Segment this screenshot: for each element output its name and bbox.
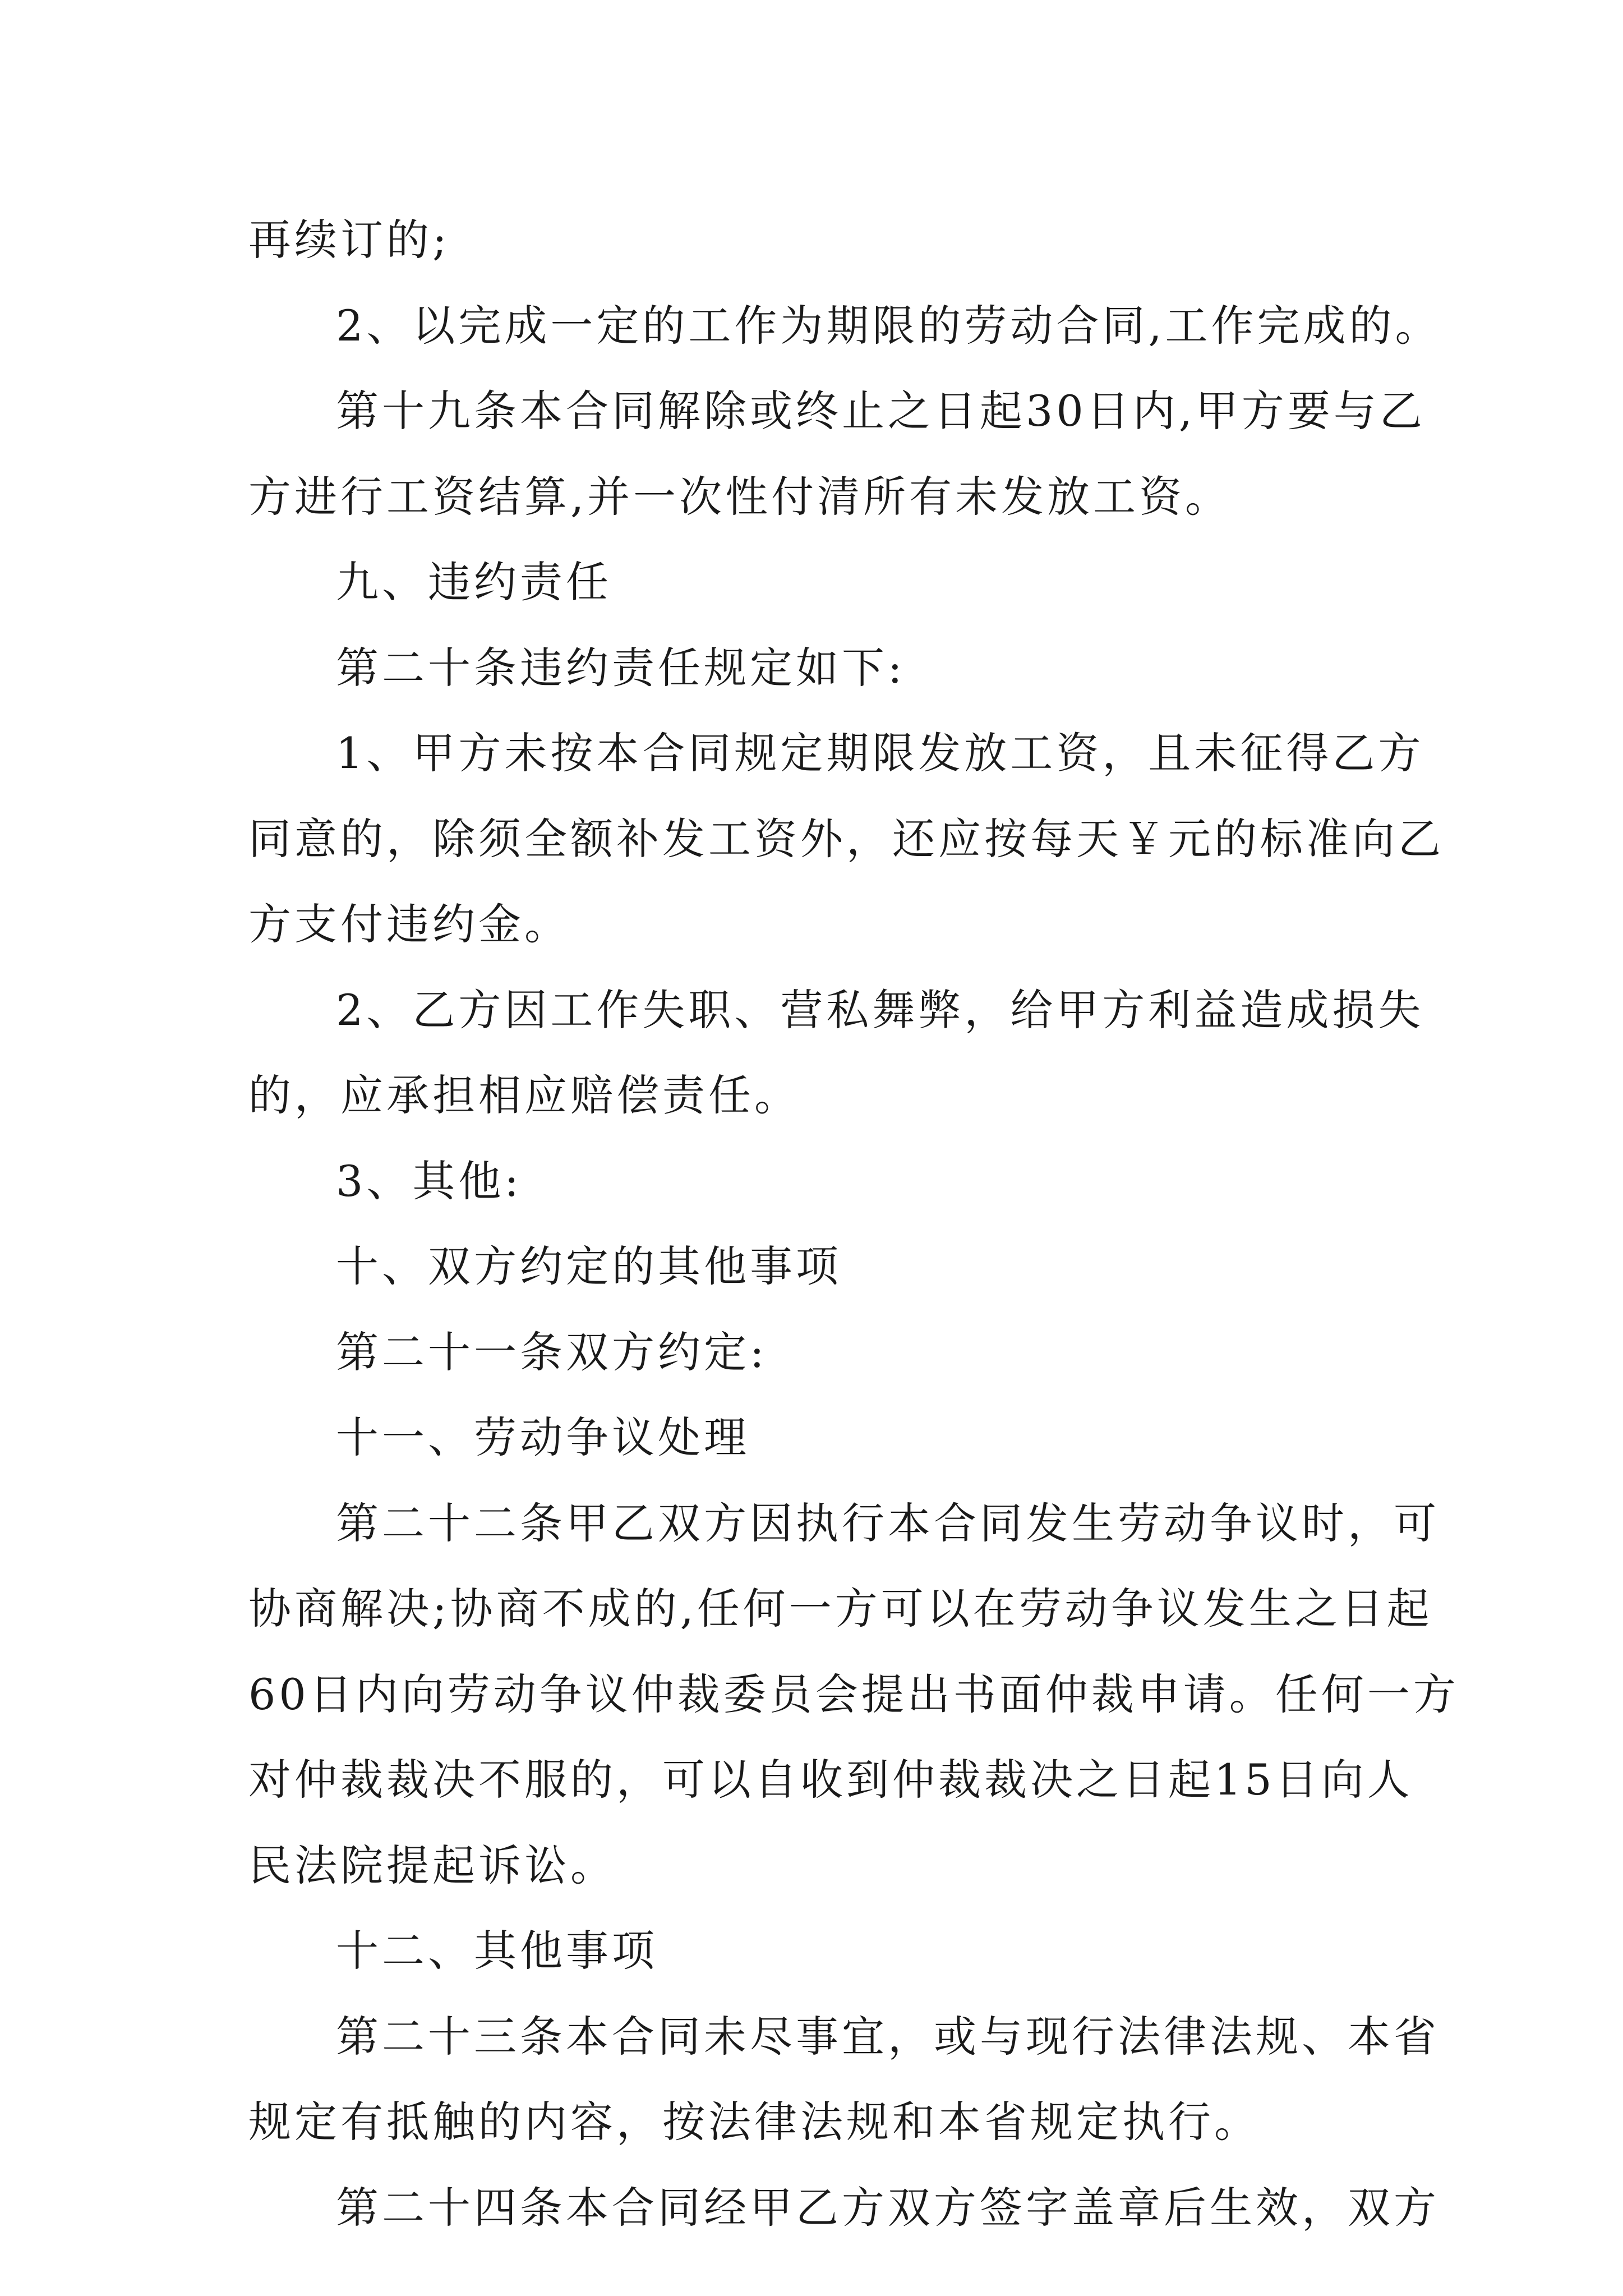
text-line: 协商解决;协商不成的,任何一方可以在劳动争议发生之日起 [248, 1584, 1433, 1634]
text-line: 第二十四条本合同经甲乙方双方签字盖章后生效，双方 [336, 2182, 1440, 2233]
text-line: 第二十一条双方约定: [336, 1327, 768, 1377]
text-line: 规定有抵触的内容，按法律法规和本省规定执行。 [248, 2097, 1260, 2147]
text-line: 1、甲方未按本合同规定期限发放工资，且未征得乙方 [336, 728, 1424, 778]
section-heading: 九、违约责任 [336, 557, 612, 607]
text-line: 第二十二条甲乙双方因执行本合同发生劳动争议时，可 [336, 1498, 1440, 1548]
section-heading: 十、双方约定的其他事项 [336, 1241, 842, 1291]
contract-text [248, 197, 1459, 2251]
text-line: 同意的，除须全额补发工资外，还应按每天￥元的标准向乙 [248, 813, 1444, 864]
text-line: 对仲裁裁决不服的，可以自收到仲裁裁决之日起15日向人 [248, 1755, 1413, 1805]
text-line: 2、以完成一定的工作为期限的劳动合同,工作完成的。 [336, 300, 1441, 351]
text-line: 第二十条违约责任规定如下: [336, 642, 906, 693]
text-line: 2、乙方因工作失职、营私舞弊，给甲方利益造成损失 [336, 984, 1424, 1035]
section-heading: 十一、劳动争议处理 [336, 1412, 750, 1462]
text-line: 方支付违约金。 [248, 899, 570, 949]
text-line: 第十九条本合同解除或终止之日起30日内,甲方要与乙 [336, 386, 1426, 436]
text-line: 的，应承担相应赔偿责任。 [248, 1070, 800, 1120]
text-line: 60日内向劳动争议仲裁委员会提出书面仲裁申请。任何一方 [248, 1669, 1459, 1719]
text-line: 第二十三条本合同未尽事宜，或与现行法律法规、本省 [336, 2011, 1440, 2062]
text-line: 再续订的; [248, 215, 450, 265]
text-line: 民法院提起诉讼。 [248, 1840, 616, 1890]
text-line: 方进行工资结算,并一次性付清所有未发放工资。 [248, 471, 1232, 522]
text-line: 3、其他: [336, 1156, 522, 1206]
section-heading: 十二、其他事项 [336, 1926, 658, 1976]
